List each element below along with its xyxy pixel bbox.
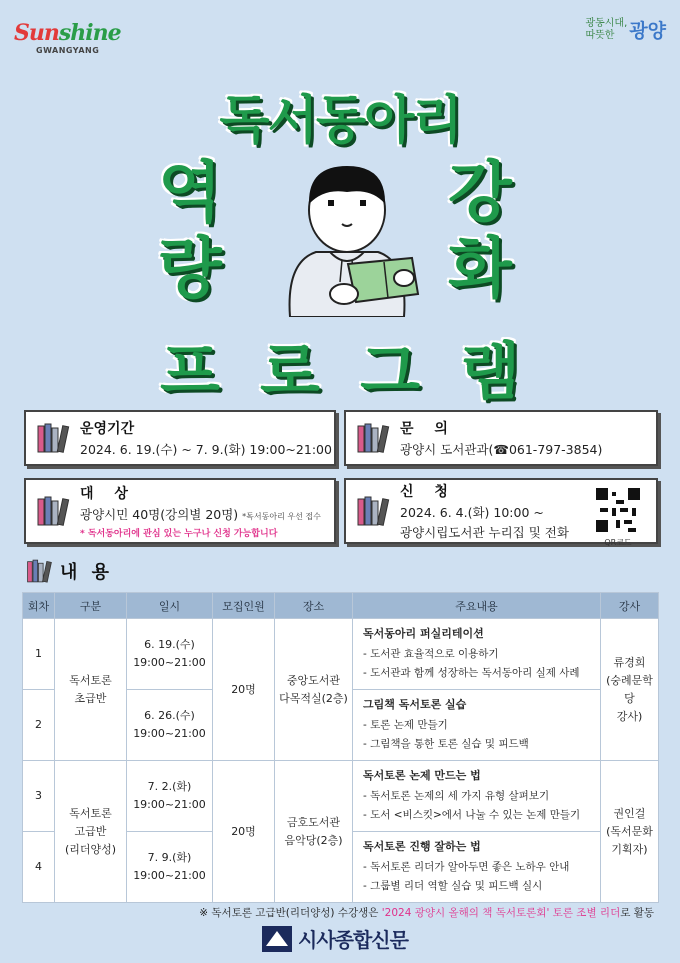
col-header: 일시 (127, 593, 213, 619)
info-period-box (24, 410, 336, 466)
datetime-cell (127, 761, 213, 832)
gwangyang-city-logo (556, 16, 666, 43)
time-text: 19:00~21:00 (133, 869, 206, 882)
category-line: 독서토론 (69, 806, 112, 820)
content-cell (353, 832, 601, 903)
content-item: - 도서관과 함께 성장하는 독서동아리 실제 사례 (363, 667, 580, 679)
session-number: 4 (23, 832, 55, 903)
contact-title: 문 의 (400, 421, 456, 437)
period-text: 2024. 6. 19.(수) ~ 7. 9.(화) 19:00~21:00 (80, 442, 332, 457)
place-line: 금호도서관 (286, 815, 341, 829)
books-icon (36, 422, 72, 454)
time-text: 19:00~21:00 (133, 798, 206, 811)
datetime-cell (127, 619, 213, 690)
capacity-cell: 20명 (213, 761, 275, 903)
lecturer-line: 기획자) (611, 842, 648, 856)
place-line: 다목적실(2층) (279, 691, 348, 705)
place-line: 중앙도서관 (286, 673, 341, 687)
content-item: - 도서 <비스킷>에서 나눌 수 있는 논제 만들기 (363, 809, 581, 821)
title-program-char: 프 (160, 335, 220, 408)
category-line: 초급반 (74, 691, 107, 705)
place-line: 음악당(2층) (284, 833, 343, 847)
apply-line-1: 2024. 6. 4.(화) 10:00 ~ (400, 505, 544, 520)
footnote-prefix: ※ 독서토론 고급반(리더양성) 수강생은 (199, 907, 382, 919)
title-char-right-1: 강 (448, 154, 512, 231)
content-heading: 그림책 독서토론 실습 (363, 698, 467, 711)
logo-slogan-1: 광동시대, (585, 17, 628, 29)
content-heading: 독서토론 진행 잘하는 법 (363, 840, 481, 853)
apply-title: 신 청 (400, 484, 456, 500)
category-cell (55, 619, 127, 761)
info-target-box (24, 478, 336, 544)
target-pink-note: * 독서동아리에 관심 있는 누구나 신청 가능합니다 (80, 529, 278, 539)
info-apply-box (344, 478, 658, 547)
title-program-char: 그 (360, 335, 420, 408)
press-name: 시사종합신문 (298, 928, 408, 952)
logo-brand-b: shine (58, 20, 121, 46)
content-item: - 독서토론 리더가 알아두면 좋은 노하우 안내 (363, 861, 570, 873)
col-header: 모집인원 (213, 593, 275, 619)
poster-title: 독서동아리 (219, 91, 461, 151)
period-title: 운영기간 (80, 421, 135, 437)
table-header-row (23, 593, 659, 619)
category-line: 독서토론 (69, 673, 112, 687)
lecturer-line: 강사) (616, 709, 643, 723)
lecturer-line: 류경희 (613, 655, 646, 669)
place-cell (275, 619, 353, 761)
qr-label: QR코드 (604, 538, 632, 547)
session-number: 2 (23, 690, 55, 761)
lecturer-line: 권인걸 (613, 806, 646, 820)
qr-code[interactable] (590, 488, 646, 548)
apply-line-2: 광양시립도서관 누리집 및 전화 (400, 525, 569, 540)
schedule-table (22, 592, 659, 903)
col-header: 회차 (23, 593, 55, 619)
books-icon (356, 495, 392, 527)
qr-code-icon (596, 488, 640, 532)
books-icon (356, 422, 392, 454)
date-text: 6. 19.(수) (144, 638, 195, 651)
table-row (23, 761, 659, 832)
contact-text: 광양시 도서관과(☎061-797-3854) (400, 442, 603, 457)
time-text: 19:00~21:00 (133, 656, 206, 669)
capacity-cell: 20명 (213, 619, 275, 761)
press-logo-icon (262, 926, 292, 952)
books-icon (26, 558, 54, 584)
title-program-row (160, 322, 520, 411)
place-cell (275, 761, 353, 903)
time-text: 19:00~21:00 (133, 727, 206, 740)
logo-brand-a: Sun (14, 20, 59, 46)
logo-city: 광양 (629, 20, 666, 42)
lecturer-line: (독서문화 (606, 824, 653, 838)
target-note: *독서동아리 우선 접수 (242, 512, 321, 521)
lecturer-cell (601, 619, 659, 761)
col-header: 장소 (275, 593, 353, 619)
datetime-cell (127, 690, 213, 761)
content-item: - 그림책을 통한 토론 실습 및 피드백 (363, 738, 529, 750)
datetime-cell (127, 832, 213, 903)
content-item: - 그룹별 리더 역할 실습 및 피드백 실시 (363, 880, 543, 892)
footnote (199, 905, 654, 920)
content-cell (353, 690, 601, 761)
content-section-header (26, 558, 113, 584)
date-text: 7. 2.(화) (147, 780, 192, 793)
col-header: 강사 (601, 593, 659, 619)
content-cell (353, 761, 601, 832)
title-char-right-2: 화 (448, 230, 512, 307)
session-number: 3 (23, 761, 55, 832)
section-label: 내 용 (60, 562, 114, 583)
logo-slogan-2: 따뜻한 (585, 29, 615, 41)
content-heading: 독서동아리 퍼실리테이션 (363, 627, 484, 640)
content-heading: 독서토론 논제 만드는 법 (363, 769, 481, 782)
col-header: 주요내용 (353, 593, 601, 619)
books-icon (36, 495, 72, 527)
content-cell (353, 619, 601, 690)
content-item: - 토론 논제 만들기 (363, 719, 448, 731)
title-program-char: 로 (260, 335, 320, 408)
col-header: 구분 (55, 593, 127, 619)
target-title: 대 상 (80, 486, 136, 502)
table-row (23, 619, 659, 690)
title-char-left-2: 량 (158, 230, 222, 307)
title-program-char: 램 (460, 335, 520, 408)
category-line: (리더양성) (64, 842, 117, 856)
date-text: 7. 9.(화) (147, 851, 192, 864)
date-text: 6. 26.(수) (144, 709, 195, 722)
info-contact-box (344, 410, 658, 466)
footnote-highlight: '2024 광양시 올해의 책 독서토론회' 토론 조별 리더 (381, 907, 621, 919)
category-cell (55, 761, 127, 903)
lecturer-line: (숭례문학당 (606, 673, 653, 705)
logo-sub: GWANGYANG (36, 46, 100, 55)
boy-reading-illustration (272, 152, 422, 317)
footnote-suffix: 로 활동 (620, 907, 654, 919)
category-line: 고급반 (74, 824, 107, 838)
sunshine-gwangyang-logo (14, 20, 124, 55)
title-char-left-1: 역 (158, 154, 222, 231)
content-item: - 독서토론 논제의 세 가지 유형 살펴보기 (363, 790, 550, 802)
lecturer-cell (601, 761, 659, 903)
press-watermark (262, 924, 408, 953)
content-item: - 도서관 효율적으로 이용하기 (363, 648, 499, 660)
target-text: 광양시민 40명(강의별 20명) (80, 507, 239, 522)
session-number: 1 (23, 619, 55, 690)
